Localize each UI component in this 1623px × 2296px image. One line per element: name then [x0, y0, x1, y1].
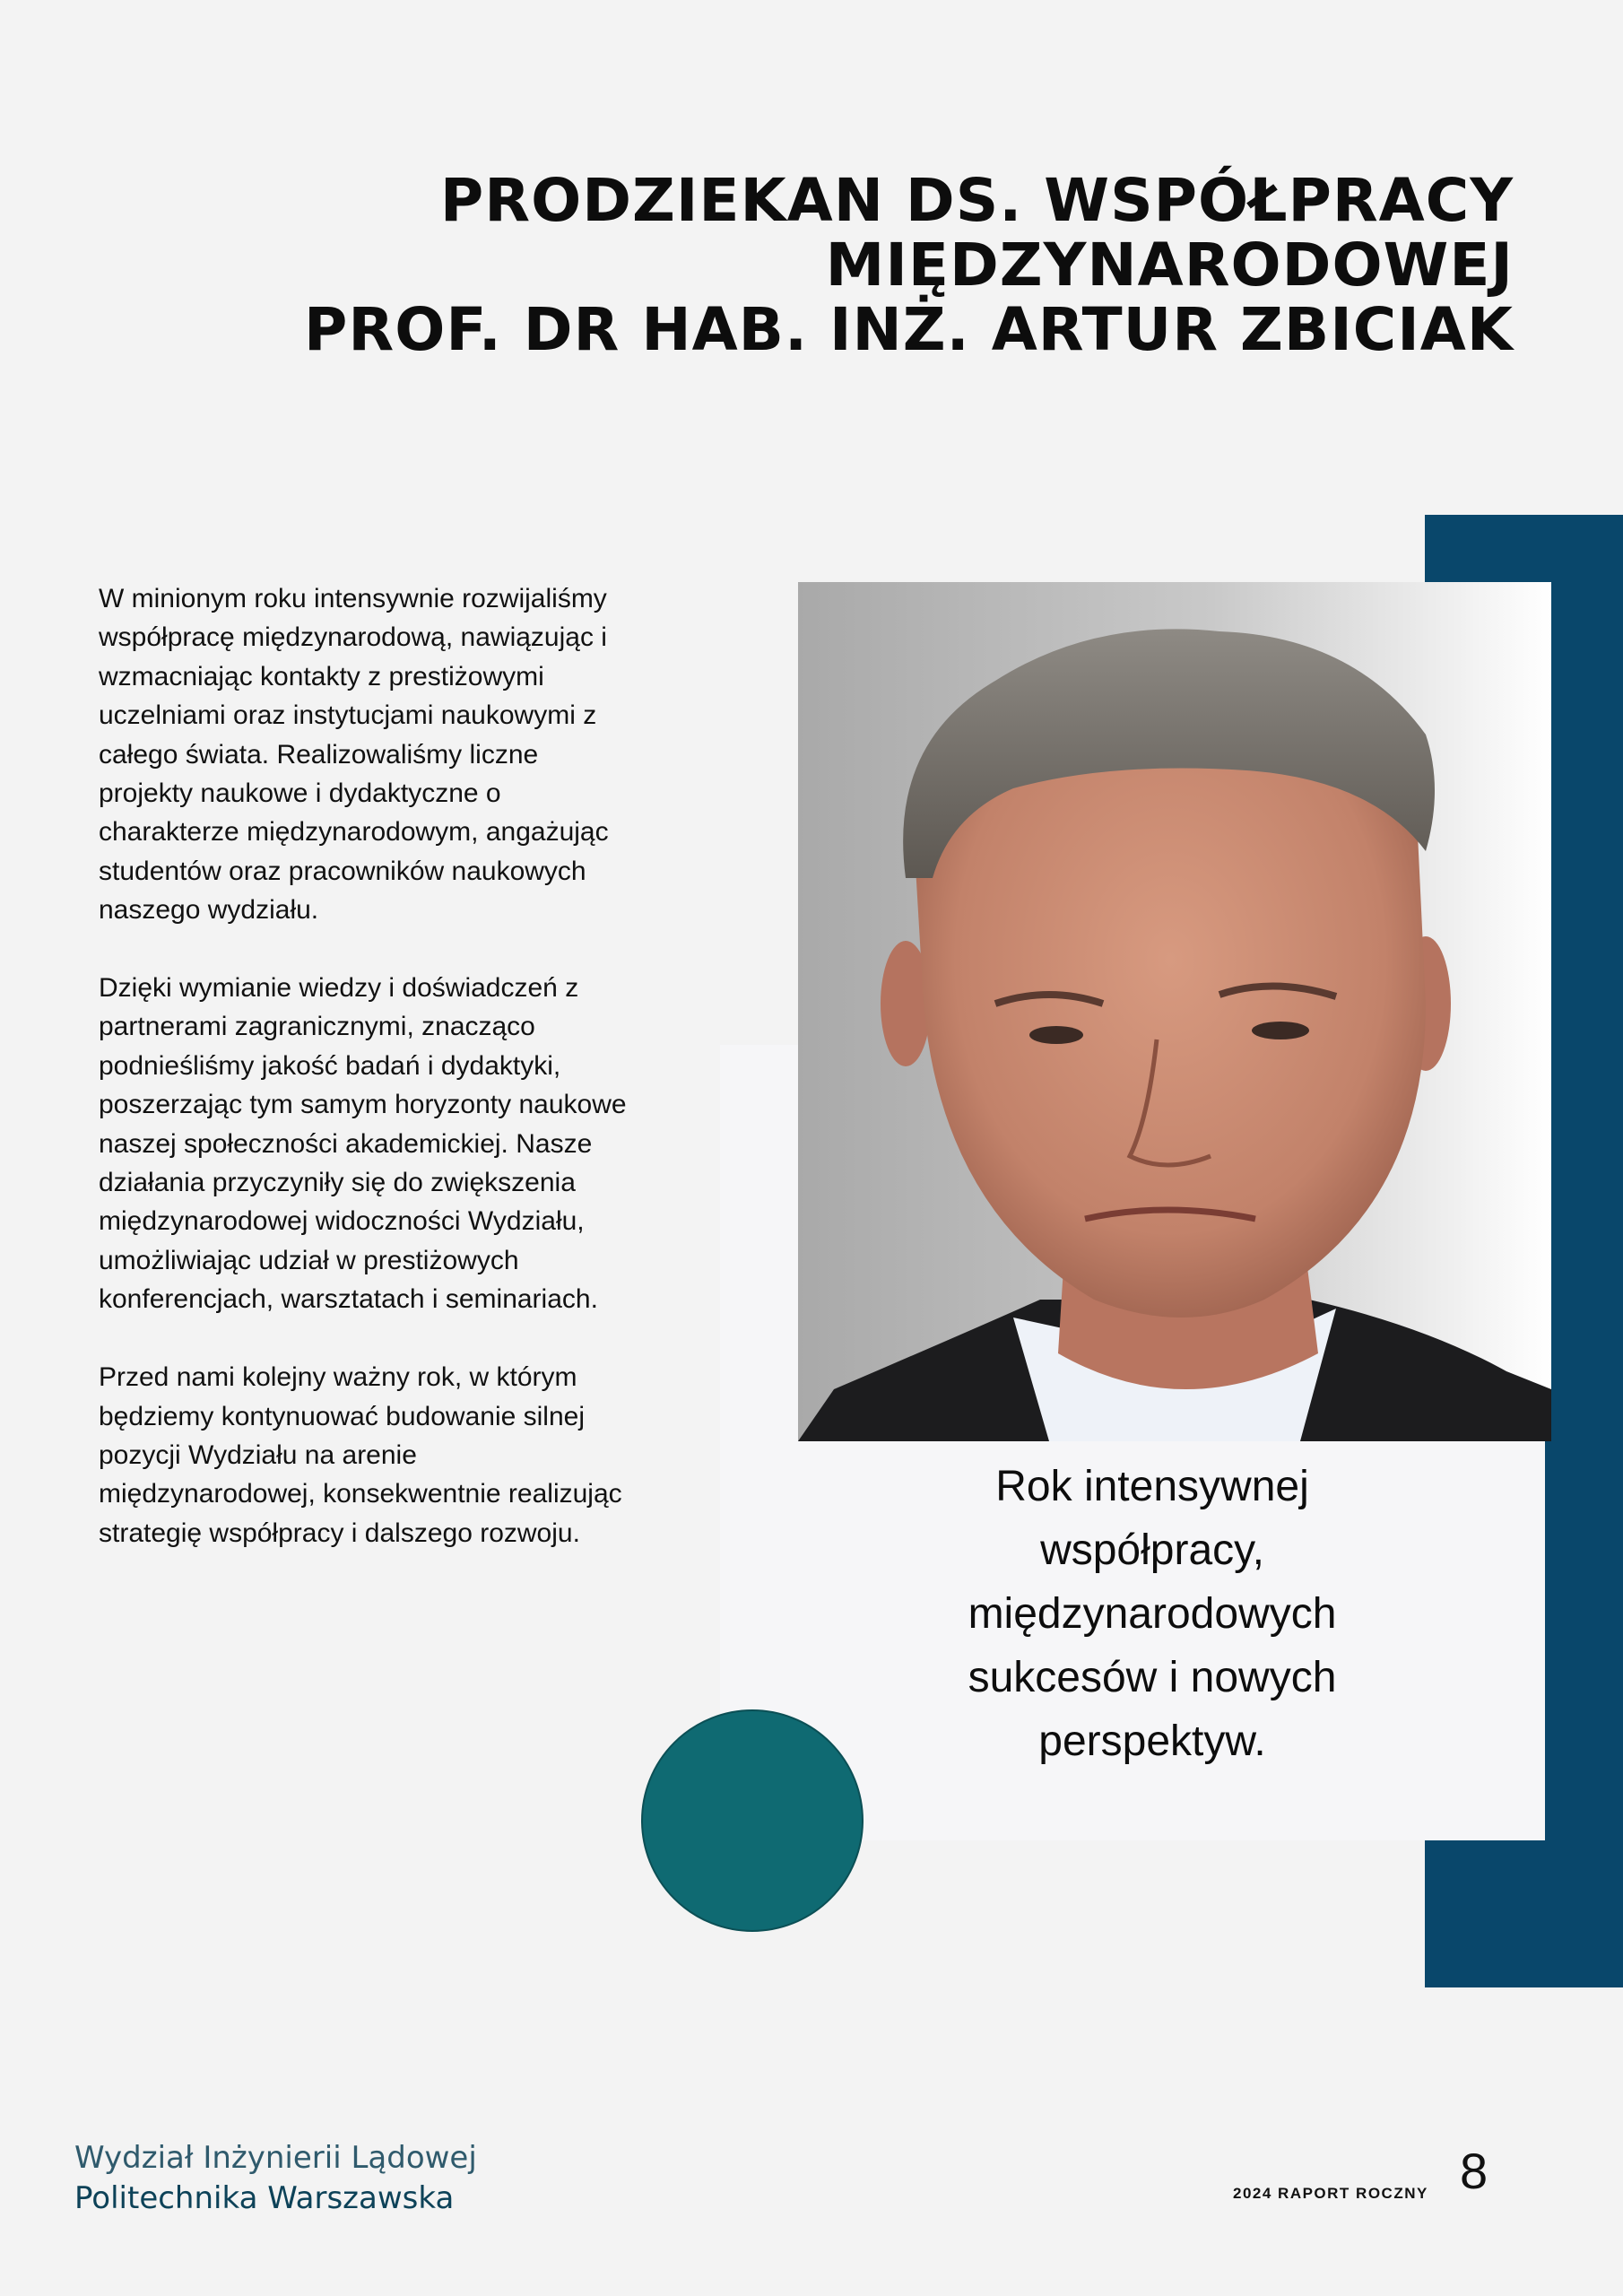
- quote-text: [906, 1455, 1399, 1773]
- teal-circle-decoration: [641, 1709, 864, 1932]
- quote-line-2: współpracy,: [1040, 1526, 1264, 1574]
- portrait-illustration: [798, 582, 1551, 1441]
- title-line-2: MIĘDZYNARODOWEJ: [825, 230, 1514, 300]
- paragraph-1: W minionym roku intensywnie rozwijaliśmy współpracę międzynarodową, nawiązując i wzmacniając kontakty z prestiżowymi uczelniami oraz instytucjami naukowymi z całego świata. Realizowaliśmy liczne projekty naukowe i dydaktyczne o charakterze międzynarodowym, angażując studentów oraz pracowników naukowych naszego wydziału.: [99, 584, 609, 926]
- quote-line-5: perspektyw.: [1038, 1718, 1266, 1765]
- title-line-3: PROF. DR HAB. INŻ. ARTUR ZBICIAK: [304, 295, 1514, 364]
- paragraph-3: Przed nami kolejny ważny rok, w którym będziemy kontynuować budowanie silnej pozycji Wydziału na arenie międzynarodowej, konsekwentnie realizując strategię współpracy i dalszego rozwoju.: [99, 1362, 622, 1548]
- page-title: [258, 166, 1514, 364]
- quote-line-3: międzynarodowych: [968, 1590, 1337, 1638]
- body-text: [99, 579, 637, 1592]
- university-name: Politechnika Warszawska: [74, 2180, 455, 2216]
- page-number: 8: [1460, 2143, 1488, 2199]
- faculty-name: Wydział Inżynierii Lądowej: [74, 2140, 477, 2176]
- report-label: 2024 RAPORT ROCZNY: [1233, 2185, 1428, 2202]
- faculty-logo: [74, 2138, 477, 2219]
- title-line-1: PRODZIEKAN DS. WSPÓŁPRACY: [439, 166, 1514, 235]
- quote-line-1: Rok intensywnej: [995, 1463, 1309, 1510]
- paragraph-2: Dzięki wymianie wiedzy i doświadczeń z partnerami zagranicznymi, znacząco podnieśliśmy jakość badań i dydaktyki, poszerzając tym samym horyzonty naukowe naszej społeczności akademickiej. Nasze działania przyczyniły się do zwiększenia międzynarodowej widoczności Wydziału, umożliwiając udział w prestiżowych konferencjach, warsztatach i seminariach.: [99, 973, 627, 1315]
- quote-line-4: sukcesów i nowych: [968, 1654, 1337, 1701]
- portrait-photo: [798, 582, 1551, 1441]
